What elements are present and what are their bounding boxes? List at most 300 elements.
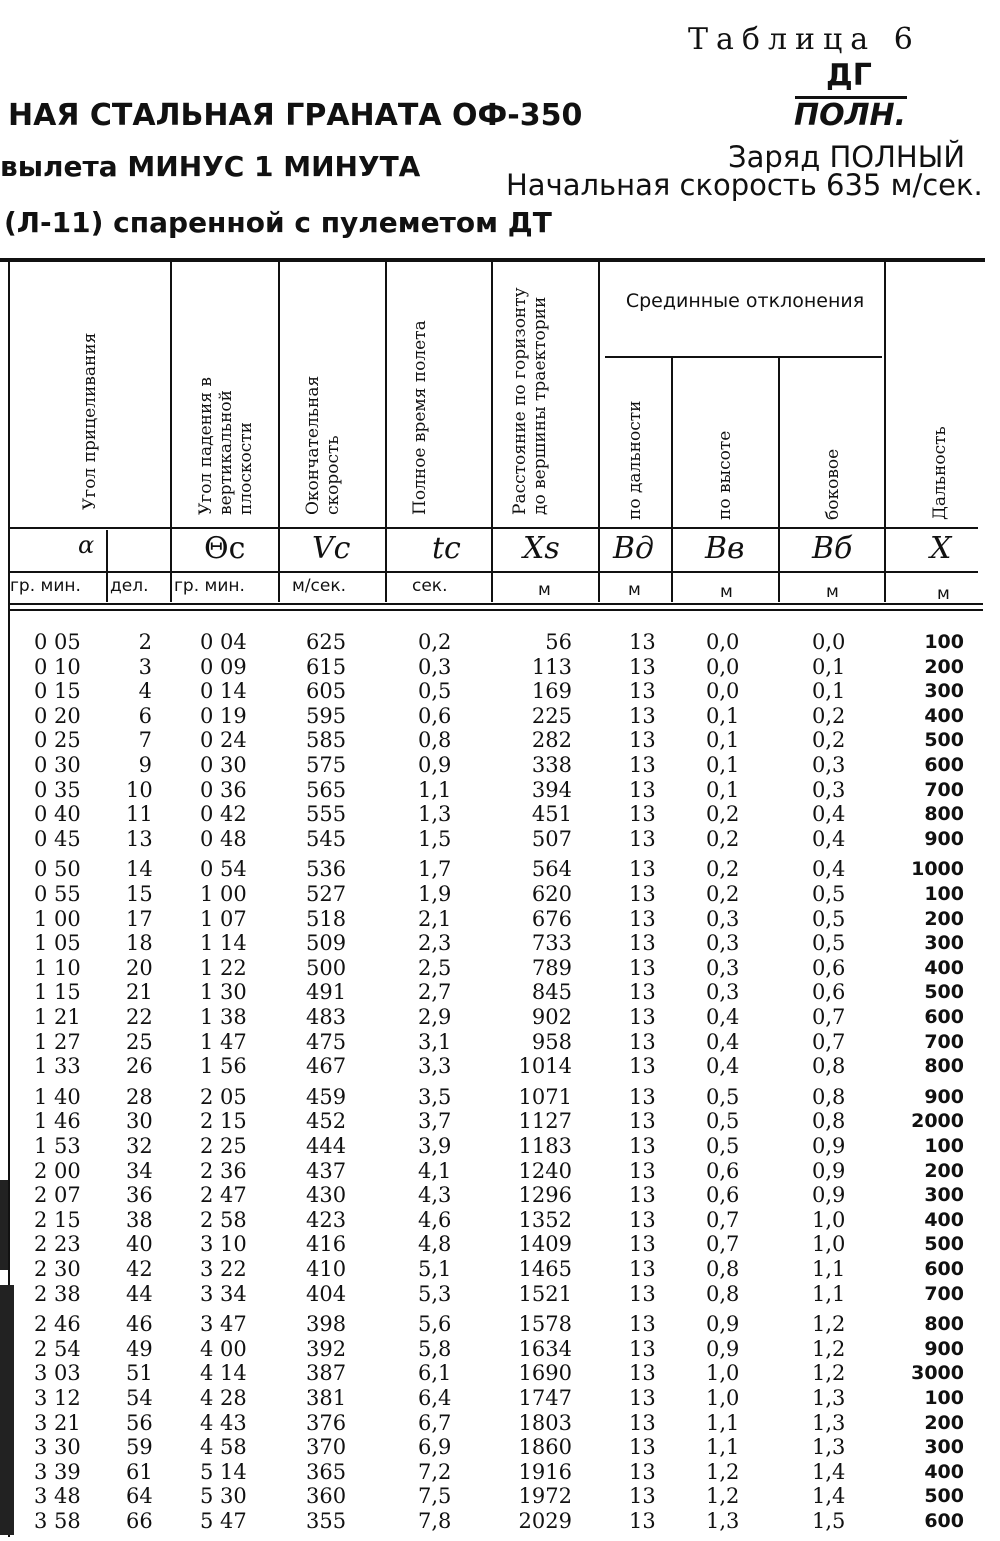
cell-tc: 3,7 — [418, 1109, 452, 1134]
cell-bd: 13 — [629, 1134, 656, 1158]
cell-theta: 1 00 — [200, 882, 247, 906]
cell-alpha: 0 15 — [34, 679, 81, 704]
cell-alpha-div: 3 — [138, 654, 152, 679]
cell-xs: 113 — [531, 654, 572, 679]
cell-alpha-div: 14 — [126, 857, 153, 882]
unit-vc: м/сек. — [292, 576, 347, 596]
table-row — [0, 1386, 1000, 1410]
cell-bb: 0,6 — [812, 980, 846, 1005]
cell-range: 100 — [924, 883, 964, 905]
cell-alpha-div: 10 — [126, 777, 153, 802]
unit-alpha-div: дел. — [110, 576, 149, 596]
cell-xs: 394 — [531, 777, 572, 802]
cell-range: 500 — [924, 1485, 964, 1508]
cell-bd: 13 — [629, 882, 656, 906]
cell-bd: 13 — [629, 1183, 656, 1208]
cell-alpha-div: 40 — [126, 1232, 153, 1257]
unit-theta: гр. мин. — [174, 576, 245, 596]
cell-alpha: 0 45 — [34, 826, 81, 851]
table-row — [0, 728, 1000, 752]
cell-bb: 0,6 — [812, 955, 846, 980]
cell-theta: 2 05 — [200, 1084, 247, 1109]
col-border — [491, 262, 493, 602]
cell-range: 300 — [924, 680, 964, 703]
cell-bv: 1,2 — [706, 1484, 740, 1509]
title-line-3: (Л-11) спаренной с пулеметом ДТ — [4, 206, 552, 239]
cell-tc: 4,8 — [418, 1232, 452, 1257]
cell-theta: 0 19 — [200, 703, 247, 728]
cell-bb: 1,5 — [812, 1509, 846, 1533]
cell-vc: 416 — [306, 1232, 347, 1257]
charge-label: Заряд ПОЛНЫЙ — [728, 140, 966, 174]
cell-bv: 0,3 — [706, 980, 740, 1005]
cell-bd: 13 — [629, 1410, 656, 1435]
cell-tc: 6,1 — [418, 1361, 452, 1386]
cell-alpha-div: 20 — [126, 955, 153, 980]
cell-tc: 7,2 — [418, 1459, 452, 1484]
cell-vc: 392 — [306, 1336, 347, 1361]
cell-vc: 509 — [306, 931, 347, 956]
cell-alpha: 3 58 — [34, 1509, 81, 1533]
cell-alpha-div: 4 — [138, 679, 152, 704]
cell-bd: 13 — [629, 1509, 656, 1533]
unit-bd: м — [628, 580, 641, 600]
table-row — [0, 827, 1000, 851]
cell-range: 900 — [924, 1085, 964, 1108]
cell-xs: 1352 — [518, 1207, 572, 1232]
cell-bd: 13 — [629, 1084, 656, 1109]
cell-theta: 5 30 — [200, 1484, 247, 1509]
cell-xs: 1690 — [518, 1361, 572, 1386]
cell-xs: 1183 — [518, 1134, 572, 1158]
cell-bd: 13 — [629, 1361, 656, 1386]
symbol-vc: Vc — [312, 531, 351, 566]
table-row — [0, 704, 1000, 728]
cell-bv: 0,0 — [706, 630, 740, 654]
cell-range: 900 — [924, 1337, 964, 1360]
cell-bv: 0,2 — [706, 802, 740, 827]
cell-tc: 0,2 — [418, 630, 452, 654]
cell-range: 100 — [924, 1387, 964, 1409]
cell-bv: 0,6 — [706, 1158, 740, 1183]
cell-alpha-div: 42 — [126, 1257, 153, 1281]
col-border — [106, 530, 108, 602]
cell-range: 600 — [924, 1510, 964, 1532]
table-row — [0, 1054, 1000, 1078]
cell-xs: 845 — [531, 980, 572, 1005]
col-border — [278, 262, 280, 602]
col-border — [598, 262, 600, 602]
symbol-xs: Xs — [523, 531, 560, 566]
cell-range: 500 — [924, 729, 964, 752]
col-border — [170, 262, 172, 602]
table-row — [0, 931, 1000, 955]
cell-alpha-div: 66 — [126, 1509, 153, 1533]
cell-alpha: 3 03 — [34, 1361, 81, 1386]
cell-theta: 0 48 — [200, 826, 247, 851]
table-code-top: ДГ — [826, 58, 872, 93]
cell-bv: 0,6 — [706, 1183, 740, 1208]
cell-xs: 56 — [545, 630, 572, 654]
cell-vc: 452 — [306, 1109, 347, 1134]
cell-bd: 13 — [629, 679, 656, 704]
cell-vc: 398 — [306, 1312, 347, 1337]
cell-bv: 0,4 — [706, 1029, 740, 1054]
cell-tc: 6,4 — [418, 1386, 452, 1410]
table-row — [0, 1159, 1000, 1183]
symbol-x: X — [930, 531, 952, 566]
cell-vc: 360 — [306, 1484, 347, 1509]
cell-tc: 4,1 — [418, 1158, 452, 1183]
cell-alpha-div: 38 — [126, 1207, 153, 1232]
cell-alpha-div: 46 — [126, 1312, 153, 1337]
cell-alpha: 1 21 — [34, 1005, 81, 1029]
table-row — [0, 980, 1000, 1004]
cell-bv: 0,2 — [706, 826, 740, 851]
cell-alpha: 0 30 — [34, 753, 81, 777]
cell-theta: 0 09 — [200, 654, 247, 679]
cell-theta: 2 15 — [200, 1109, 247, 1134]
symbol-bb: Вб — [812, 531, 853, 566]
cell-bd: 13 — [629, 753, 656, 777]
cell-bd: 13 — [629, 1312, 656, 1337]
column-header-theta: Угол падения в вертикальной плоскости — [196, 377, 256, 515]
cell-bv: 0,1 — [706, 703, 740, 728]
cell-bv: 1,1 — [706, 1435, 740, 1460]
cell-theta: 1 07 — [200, 906, 247, 931]
cell-tc: 3,1 — [418, 1029, 452, 1054]
col-border — [778, 358, 780, 602]
cell-bb: 0,3 — [812, 753, 846, 777]
cell-tc: 3,9 — [418, 1134, 452, 1158]
cell-vc: 491 — [306, 980, 347, 1005]
cell-alpha: 1 33 — [34, 1054, 81, 1079]
cell-xs: 1972 — [518, 1484, 572, 1509]
cell-alpha: 3 21 — [34, 1410, 81, 1435]
table-row — [0, 1005, 1000, 1029]
cell-bb: 0,5 — [812, 882, 846, 906]
cell-alpha-div: 30 — [126, 1109, 153, 1134]
title-line-1: НАЯ СТАЛЬНАЯ ГРАНАТА ОФ-350 — [8, 98, 583, 133]
cell-alpha: 0 55 — [34, 882, 81, 906]
cell-vc: 615 — [306, 654, 347, 679]
cell-bv: 0,2 — [706, 882, 740, 906]
cell-bv: 0,4 — [706, 1005, 740, 1029]
cell-alpha-div: 61 — [126, 1459, 153, 1484]
cell-bb: 1,1 — [812, 1257, 846, 1281]
cell-bd: 13 — [629, 1484, 656, 1509]
cell-alpha: 1 27 — [34, 1029, 81, 1054]
cell-tc: 6,7 — [418, 1410, 452, 1435]
cell-range: 1000 — [911, 858, 964, 881]
column-header-bv: по высоте — [715, 430, 735, 520]
cell-theta: 2 47 — [200, 1183, 247, 1208]
cell-tc: 7,8 — [418, 1509, 452, 1533]
cell-bb: 1,2 — [812, 1361, 846, 1386]
column-header-x: Дальность — [930, 426, 950, 520]
cell-theta: 1 38 — [200, 1005, 247, 1029]
cell-bb: 1,1 — [812, 1281, 846, 1306]
cell-theta: 3 47 — [200, 1312, 247, 1337]
cell-range: 700 — [924, 1282, 964, 1305]
cell-alpha: 1 05 — [34, 931, 81, 956]
cell-alpha-div: 54 — [126, 1386, 153, 1410]
table-row — [0, 753, 1000, 777]
cell-bb: 0,5 — [812, 906, 846, 931]
cell-bb: 0,7 — [812, 1029, 846, 1054]
table-row — [0, 956, 1000, 980]
table-row — [0, 1085, 1000, 1109]
cell-range: 700 — [924, 1030, 964, 1053]
cell-tc: 0,5 — [418, 679, 452, 704]
cell-range: 300 — [924, 1436, 964, 1459]
cell-bd: 13 — [629, 1435, 656, 1460]
cell-tc: 1,7 — [418, 857, 452, 882]
cell-alpha: 1 00 — [34, 906, 81, 931]
cell-alpha-div: 21 — [126, 980, 153, 1005]
cell-bb: 0,4 — [812, 826, 846, 851]
unit-tc: сек. — [412, 576, 448, 596]
cell-alpha-div: 7 — [138, 728, 152, 753]
cell-bb: 0,5 — [812, 931, 846, 956]
cell-range: 100 — [924, 631, 964, 653]
cell-xs: 958 — [531, 1029, 572, 1054]
cell-xs: 1747 — [518, 1386, 572, 1410]
cell-xs: 1014 — [518, 1054, 572, 1079]
cell-alpha-div: 6 — [138, 703, 152, 728]
cell-range: 200 — [924, 1159, 964, 1182]
cell-theta: 4 28 — [200, 1386, 247, 1410]
cell-bb: 0,7 — [812, 1005, 846, 1029]
cell-xs: 564 — [531, 857, 572, 882]
cell-bd: 13 — [629, 1207, 656, 1232]
cell-xs: 338 — [531, 753, 572, 777]
cell-theta: 4 14 — [200, 1361, 247, 1386]
cell-vc: 365 — [306, 1459, 347, 1484]
cell-bb: 1,0 — [812, 1232, 846, 1257]
cell-bv: 1,2 — [706, 1459, 740, 1484]
cell-theta: 3 22 — [200, 1257, 247, 1281]
column-header-vc: Окончательная скорость — [303, 375, 343, 515]
cell-bd: 13 — [629, 1336, 656, 1361]
cell-alpha-div: 26 — [126, 1054, 153, 1079]
cell-tc: 3,3 — [418, 1054, 452, 1079]
cell-theta: 5 14 — [200, 1459, 247, 1484]
cell-bd: 13 — [629, 1109, 656, 1134]
cell-alpha: 0 25 — [34, 728, 81, 753]
cell-alpha: 2 00 — [34, 1158, 81, 1183]
cell-alpha: 2 54 — [34, 1336, 81, 1361]
cell-bd: 13 — [629, 1029, 656, 1054]
cell-alpha: 1 10 — [34, 955, 81, 980]
cell-xs: 1240 — [518, 1158, 572, 1183]
cell-range: 200 — [924, 655, 964, 678]
table-row — [0, 1509, 1000, 1533]
cell-range: 500 — [924, 1233, 964, 1256]
cell-tc: 2,5 — [418, 955, 452, 980]
cell-xs: 1916 — [518, 1459, 572, 1484]
cell-vc: 410 — [306, 1257, 347, 1281]
table-row — [0, 655, 1000, 679]
cell-xs: 1127 — [518, 1109, 572, 1134]
cell-bb: 0,1 — [812, 679, 846, 704]
cell-xs: 733 — [531, 931, 572, 956]
cell-tc: 5,6 — [418, 1312, 452, 1337]
cell-alpha: 0 50 — [34, 857, 81, 882]
cell-range: 800 — [924, 1055, 964, 1078]
cell-bv: 0,4 — [706, 1054, 740, 1079]
cell-tc: 1,9 — [418, 882, 452, 906]
cell-bd: 13 — [629, 980, 656, 1005]
cell-alpha: 2 38 — [34, 1281, 81, 1306]
cell-bv: 0,7 — [706, 1207, 740, 1232]
cell-theta: 4 43 — [200, 1410, 247, 1435]
cell-bv: 0,1 — [706, 728, 740, 753]
table-row — [0, 1282, 1000, 1306]
cell-alpha: 0 05 — [34, 630, 81, 654]
table-row — [0, 1232, 1000, 1256]
cell-bv: 0,0 — [706, 654, 740, 679]
column-header-bb: боковое — [823, 448, 843, 520]
initial-velocity: Начальная скорость 635 м/сек. — [506, 168, 983, 202]
unit-xs: м — [538, 580, 551, 600]
cell-alpha: 3 48 — [34, 1484, 81, 1509]
cell-bb: 1,4 — [812, 1459, 846, 1484]
cell-theta: 1 56 — [200, 1054, 247, 1079]
cell-vc: 355 — [306, 1509, 347, 1533]
cell-xs: 1803 — [518, 1410, 572, 1435]
cell-alpha: 2 15 — [34, 1207, 81, 1232]
table-row — [0, 1361, 1000, 1385]
cell-alpha-div: 22 — [126, 1005, 153, 1029]
cell-theta: 1 30 — [200, 980, 247, 1005]
cell-bb: 0,2 — [812, 703, 846, 728]
table-row — [0, 802, 1000, 826]
cell-tc: 6,9 — [418, 1435, 452, 1460]
cell-bv: 0,7 — [706, 1232, 740, 1257]
cell-vc: 387 — [306, 1361, 347, 1386]
group-rule — [605, 356, 882, 358]
symbol-theta: Θc — [204, 531, 246, 566]
table-row — [0, 1030, 1000, 1054]
cell-bd: 13 — [629, 857, 656, 882]
column-header-tc: Полное время полета — [410, 320, 430, 515]
cell-range: 400 — [924, 956, 964, 979]
cell-bd: 13 — [629, 1386, 656, 1410]
cell-range: 500 — [924, 981, 964, 1004]
cell-alpha-div: 64 — [126, 1484, 153, 1509]
cell-vc: 381 — [306, 1386, 347, 1410]
cell-vc: 625 — [306, 630, 347, 654]
cell-xs: 1409 — [518, 1232, 572, 1257]
cell-xs: 1634 — [518, 1336, 572, 1361]
cell-bv: 0,8 — [706, 1257, 740, 1281]
cell-bb: 1,2 — [812, 1312, 846, 1337]
table-row — [0, 1435, 1000, 1459]
cell-bb: 0,9 — [812, 1183, 846, 1208]
column-header-bd: по дальности — [625, 400, 645, 520]
cell-vc: 459 — [306, 1084, 347, 1109]
cell-vc: 500 — [306, 955, 347, 980]
cell-alpha-div: 51 — [126, 1361, 153, 1386]
cell-xs: 507 — [531, 826, 572, 851]
unit-alpha-deg: гр. мин. — [10, 576, 81, 596]
cell-bb: 0,1 — [812, 654, 846, 679]
cell-theta: 3 10 — [200, 1232, 247, 1257]
table-row — [0, 1208, 1000, 1232]
title-line-2: вылета МИНУС 1 МИНУТА — [0, 150, 421, 183]
cell-range: 400 — [924, 1208, 964, 1231]
cell-bb: 1,3 — [812, 1386, 846, 1410]
cell-alpha-div: 56 — [126, 1410, 153, 1435]
cell-range: 2000 — [911, 1110, 964, 1133]
cell-vc: 527 — [306, 882, 347, 906]
cell-range: 300 — [924, 932, 964, 955]
cell-bb: 0,9 — [812, 1134, 846, 1158]
cell-bd: 13 — [629, 654, 656, 679]
cell-range: 800 — [924, 1313, 964, 1336]
table-row — [0, 679, 1000, 703]
cell-range: 200 — [924, 907, 964, 930]
cell-xs: 169 — [531, 679, 572, 704]
cell-tc: 3,5 — [418, 1084, 452, 1109]
cell-alpha-div: 59 — [126, 1435, 153, 1460]
col-border — [671, 358, 673, 602]
cell-bd: 13 — [629, 1281, 656, 1306]
cell-alpha-div: 15 — [126, 882, 153, 906]
cell-range: 800 — [924, 803, 964, 826]
cell-bv: 1,0 — [706, 1361, 740, 1386]
cell-bb: 0,0 — [812, 630, 846, 654]
cell-bb: 0,8 — [812, 1054, 846, 1079]
cell-tc: 5,3 — [418, 1281, 452, 1306]
cell-bd: 13 — [629, 1054, 656, 1079]
cell-alpha-div: 18 — [126, 931, 153, 956]
cell-xs: 676 — [531, 906, 572, 931]
cell-alpha: 2 30 — [34, 1257, 81, 1281]
cell-bd: 13 — [629, 777, 656, 802]
cell-theta: 0 54 — [200, 857, 247, 882]
cell-xs: 1860 — [518, 1435, 572, 1460]
cell-tc: 7,5 — [418, 1484, 452, 1509]
cell-bb: 0,8 — [812, 1109, 846, 1134]
cell-xs: 1465 — [518, 1257, 572, 1281]
cell-tc: 5,1 — [418, 1257, 452, 1281]
cell-tc: 0,8 — [418, 728, 452, 753]
cell-range: 600 — [924, 1258, 964, 1280]
cell-xs: 789 — [531, 955, 572, 980]
cell-tc: 0,9 — [418, 753, 452, 777]
unit-x: м — [937, 584, 950, 604]
cell-xs: 451 — [531, 802, 572, 827]
cell-alpha: 2 23 — [34, 1232, 81, 1257]
cell-range: 700 — [924, 778, 964, 801]
cell-bd: 13 — [629, 1257, 656, 1281]
cell-bb: 1,4 — [812, 1484, 846, 1509]
cell-xs: 2029 — [518, 1509, 572, 1533]
cell-alpha-div: 28 — [126, 1084, 153, 1109]
cell-bb: 1,3 — [812, 1435, 846, 1460]
table-row — [0, 857, 1000, 881]
cell-bd: 13 — [629, 630, 656, 654]
symbol-bv: Вв — [705, 531, 745, 566]
col-border — [884, 262, 886, 602]
cell-bd: 13 — [629, 931, 656, 956]
cell-bb: 1,0 — [812, 1207, 846, 1232]
cell-bb: 0,8 — [812, 1084, 846, 1109]
table-row — [0, 630, 1000, 654]
cell-tc: 0,6 — [418, 703, 452, 728]
